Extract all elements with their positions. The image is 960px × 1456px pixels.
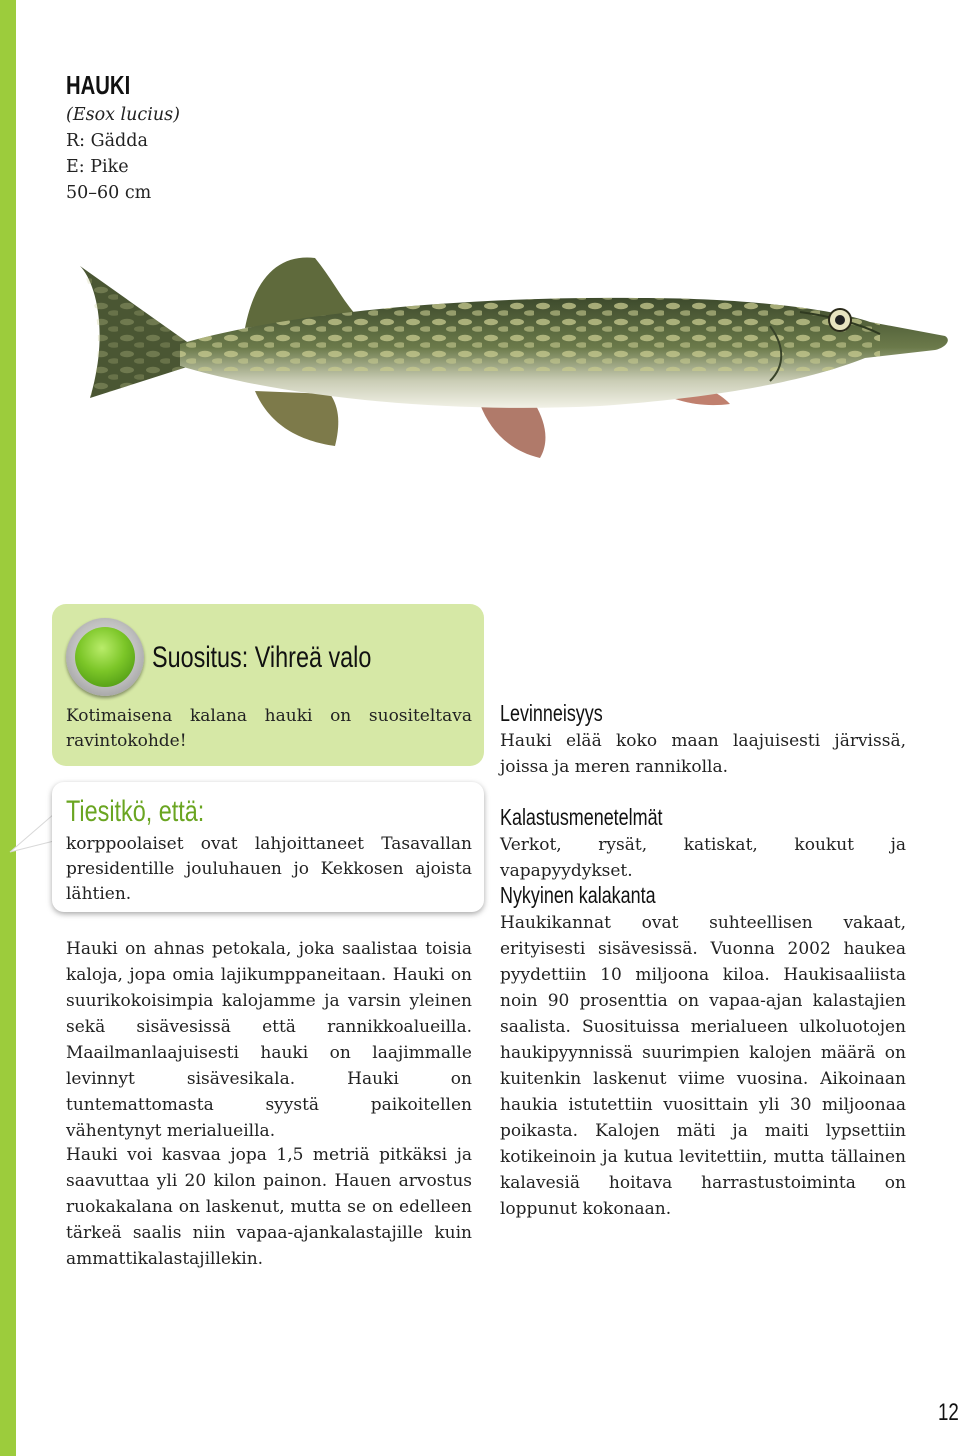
methods-text: Verkot, rysät, katiskat, koukut ja vapapyydykset. <box>500 835 906 881</box>
recommendation-text: Kotimaisena kalana hauki on suositeltava ravintokohde! <box>66 706 472 751</box>
green-light-icon <box>66 618 144 696</box>
english-name: E: Pike <box>66 157 129 177</box>
swedish-name: R: Gädda <box>66 131 148 151</box>
latin-name: (Esox lucius) <box>66 105 180 125</box>
fish-length: 50–60 cm <box>66 183 152 203</box>
body-paragraph-1: Hauki on ahnas petokala, joka saalistaa toisia kaloja, jopa omia lajikumppaneitaan. Hauki on suurikokoisimpia kalojamme ja varsin yleinen sekä sisävesissä että rannikkoalueilla. Maailmanlaajuisesti hauki on laajimmalle levinnyt sisävesikala. Hauki on tuntemattomasta syystä paikoitellen vähentynyt merialueilla. <box>66 939 472 1141</box>
did-you-know-title: Tiesitkö, että: <box>66 795 205 828</box>
stock-text: Haukikannat ovat suhteellisen vakaat, erityisesti sisävesissä. Vuonna 2002 haukea pyydettiin 10 miljoona kiloa. Haukisaaliista noin 90 prosenttia on vapaa-ajan kalastajien saalista. Suosituissa merialueen ulkoluotojen haukipyynnissä suurimpien kalojen määrä on kuitenkin laskenut viime vuosina. Aikoinaan haukia istutettiin vuosittain yli 30 miljoonaa poikasta. Kalojen mäti ja maiti lypsettiin kotikeinoin ja kutua levitettiin, mutta tällainen kalavesiä hoitava harrastustoiminta on loppunut kokonaan. <box>500 913 906 1219</box>
methods-heading: Kalastusmenetelmät <box>500 804 663 830</box>
pike-illustration <box>40 236 960 486</box>
left-accent-bar <box>0 0 16 1456</box>
did-you-know-text: korppoolaiset ovat lahjoittaneet Tasavallan presidentille jouluhauen jo Kekkosen ajoista lähtien. <box>66 834 472 904</box>
distribution-heading: Levinneisyys <box>500 700 603 726</box>
body-paragraph-2: Hauki voi kasvaa jopa 1,5 metriä pitkäksi ja saavuttaa yli 20 kilon painon. Hauen arvostus ruokakalana on laskenut, mutta se on edelleen tärkeä saalis niin vapaa-ajankalastajille kuin ammattikalastajillekin. <box>66 1145 472 1269</box>
page-title: HAUKI <box>66 70 131 100</box>
distribution-text: Hauki elää koko maan laajuisesti järvissä, joissa ja meren rannikolla. <box>500 731 906 777</box>
species-meta <box>66 102 180 206</box>
stock-heading: Nykyinen kalakanta <box>500 882 656 908</box>
page-number: 12 <box>938 1399 959 1426</box>
recommendation-title: Suositus: Vihreä valo <box>152 641 372 674</box>
